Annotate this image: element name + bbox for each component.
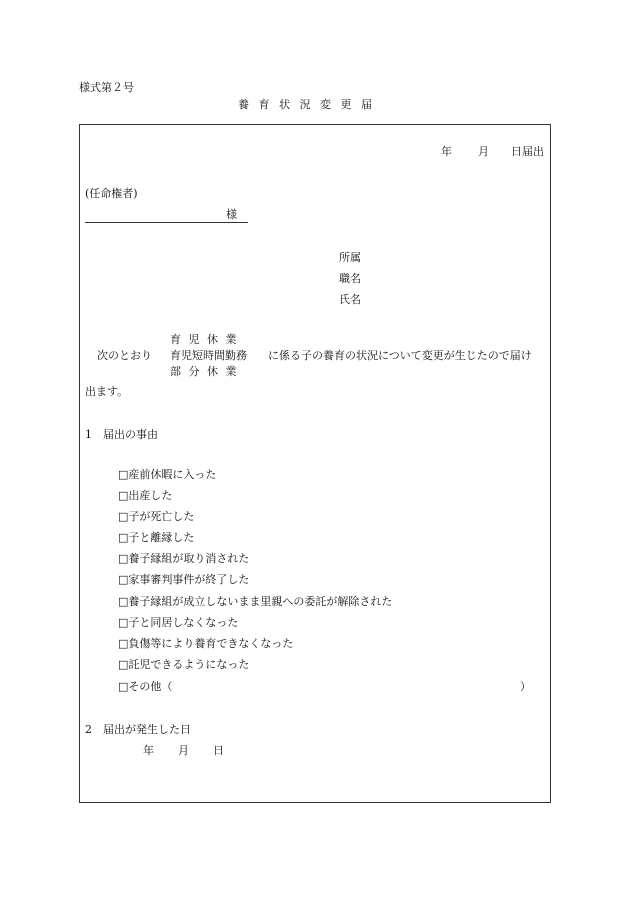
applicant-name: 氏名 (339, 293, 361, 306)
applicant-position: 職名 (339, 272, 361, 285)
reason-checkbox[interactable]: □産前休暇に入った (118, 468, 217, 481)
reason-checkbox[interactable]: □出産した (118, 489, 173, 502)
statement-suffix: に係る子の養育の状況について変更が生じたので届け (268, 349, 532, 362)
form-title: 養 育 状 況 変 更 届 (238, 98, 375, 111)
section1-heading: 1 届出の事由 (85, 428, 158, 441)
date-year: 年 (441, 145, 452, 158)
reason-checkbox[interactable]: □子が死亡した (118, 510, 195, 523)
occurrence-day: 日 (213, 744, 224, 757)
applicant-affiliation: 所属 (339, 251, 361, 264)
appointer-honorific: 様 (226, 208, 237, 221)
form-frame (79, 124, 551, 803)
reason-checkbox[interactable]: □子と同居しなくなった (118, 616, 239, 629)
leave-type-childcare: 育 児 休 業 (170, 333, 239, 346)
other-close-paren: ） (520, 680, 531, 693)
leave-type-short-hours: 育児短時間勤務 (170, 349, 247, 362)
form-number: 様式第２号 (79, 81, 134, 94)
reason-checkbox[interactable]: □家事審判事件が終了した (118, 573, 250, 586)
section2-heading: 2 届出が発生した日 (85, 723, 191, 736)
reason-checkbox[interactable]: □養子縁組が成立しないまま里親への委託が解除された (118, 595, 393, 608)
date-day-submitted: 日届出 (511, 145, 544, 158)
leave-type-partial: 部 分 休 業 (170, 365, 239, 378)
statement-continuation: 出ます。 (85, 385, 129, 398)
occurrence-year: 年 (143, 744, 154, 757)
reason-checkbox[interactable]: □養子縁組が取り消された (118, 552, 250, 565)
appointer-label: (任命権者) (85, 187, 138, 200)
appointer-signature-line (85, 222, 248, 223)
occurrence-month: 月 (178, 744, 189, 757)
reason-checkbox[interactable]: □託児できるようになった (118, 658, 250, 671)
statement-prefix: 次のとおり (97, 349, 152, 362)
reason-checkbox-other[interactable]: □その他（ (118, 680, 173, 693)
reason-checkbox[interactable]: □子と離縁した (118, 531, 195, 544)
reason-checkbox[interactable]: □負傷等により養育できなくなった (118, 637, 294, 650)
date-month: 月 (478, 145, 489, 158)
